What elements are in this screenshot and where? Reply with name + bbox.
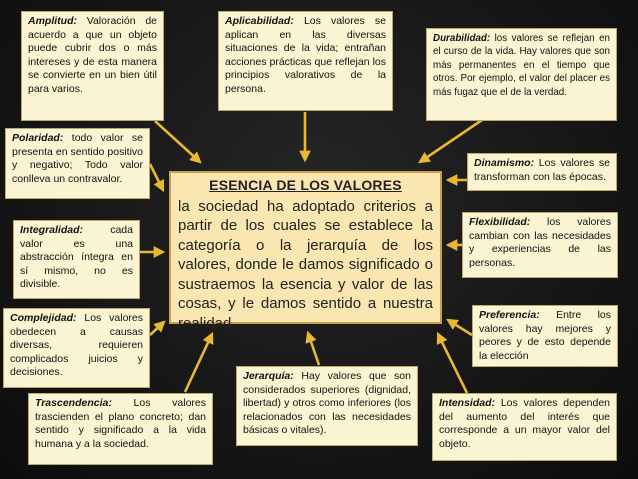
text-dinamismo: Los valores se transforman con las épocas. <box>474 157 611 183</box>
term-amplitud: Amplitud: <box>28 15 87 27</box>
term-polaridad: Polaridad: <box>12 132 72 144</box>
box-jerarquia <box>236 366 418 446</box>
box-intensidad <box>432 393 617 461</box>
box-flexibilidad <box>462 212 618 278</box>
term-trascendencia: Trascendencia: <box>35 397 134 409</box>
text-trascendencia: Los valores trascienden el plano concreto; dan sentido y significado a la vida humana y a la sociedad. <box>35 397 206 450</box>
arrow-polaridad <box>150 164 163 190</box>
text-flexibilidad: los valores cambian con las necesidades y experiencias de las personas. <box>469 216 611 269</box>
text-jerarquia: Hay valores que son considerados superiores (dignidad, libertad) y otros como inferiores (los relacionados con las necesidades básicas o vitales). <box>243 370 411 437</box>
text-polaridad: todo valor se presenta en sentido positivo y negativo; Todo valor conlleva un contravalor. <box>12 132 143 185</box>
box-polaridad <box>5 128 150 199</box>
arrow-trascendencia <box>185 334 212 392</box>
term-durabilidad: Durabilidad: <box>433 33 495 44</box>
center-box <box>169 171 442 332</box>
term-dinamismo: Dinamismo: <box>474 157 539 169</box>
arrow-complejidad <box>150 322 164 335</box>
text-aplicabilidad: Los valores se aplican en las diversas situaciones de la vida; entrañan acciones prácticas que reflejan los principios valorativos de la persona. <box>225 15 386 95</box>
term-preferencia: Preferencia: <box>479 309 557 321</box>
arrow-jerarquia <box>308 333 319 365</box>
box-durabilidad <box>426 28 617 121</box>
text-intensidad: Los valores dependen del aumento del interés que corresponde a un mayor valor del objeto. <box>439 397 610 450</box>
box-dinamismo <box>467 153 617 191</box>
arrow-preferencia <box>448 320 472 335</box>
term-jerarquia: Jerarquía: <box>243 370 302 382</box>
arrow-intensidad <box>438 334 467 393</box>
term-intensidad: Intensidad: <box>439 397 501 409</box>
box-amplitud <box>21 11 164 121</box>
arrow-amplitud <box>155 121 200 162</box>
box-integralidad <box>13 220 140 299</box>
box-trascendencia <box>28 393 213 465</box>
center-body: la sociedad ha adoptado criterios a partir de los cuales se establece la categoría o la jerarquía de los valores, donde le damos significado o sustraemos la esencia y valor de las cosas, y le damos sentido a nuestra realidad. <box>178 197 433 332</box>
text-integralidad: cada valor es una abstracción íntegra en sí mismo, no es divisible. <box>20 224 133 291</box>
box-complejidad <box>3 308 150 388</box>
box-preferencia <box>472 305 618 367</box>
center-title: ESENCIA DE LOS VALORES <box>209 177 402 193</box>
text-preferencia: Entre los valores hay mejores y peores y de esto depende la elección <box>479 309 611 362</box>
term-integralidad: Integralidad: <box>20 224 111 236</box>
text-durabilidad: los valores se reflejan en el curso de la vida. Hay valores que son más permanentes en el tiempo que otros. Por ejemplo, el valor del placer es más fugaz que el de la verdad. <box>433 33 610 98</box>
term-aplicabilidad: Aplicabilidad: <box>225 15 304 27</box>
text-complejidad: Los valores obedecen a causas diversas, requieren complicados juicios y decisiones. <box>10 312 143 379</box>
text-amplitud: Valoración de acuerdo a que un objeto puede cubrir dos o más intereses y de esta manera se convierte en un bien útil para varios. <box>28 15 157 95</box>
term-complejidad: Complejidad: <box>10 312 85 324</box>
term-flexibilidad: Flexibilidad: <box>469 216 547 228</box>
box-aplicabilidad <box>218 11 393 111</box>
